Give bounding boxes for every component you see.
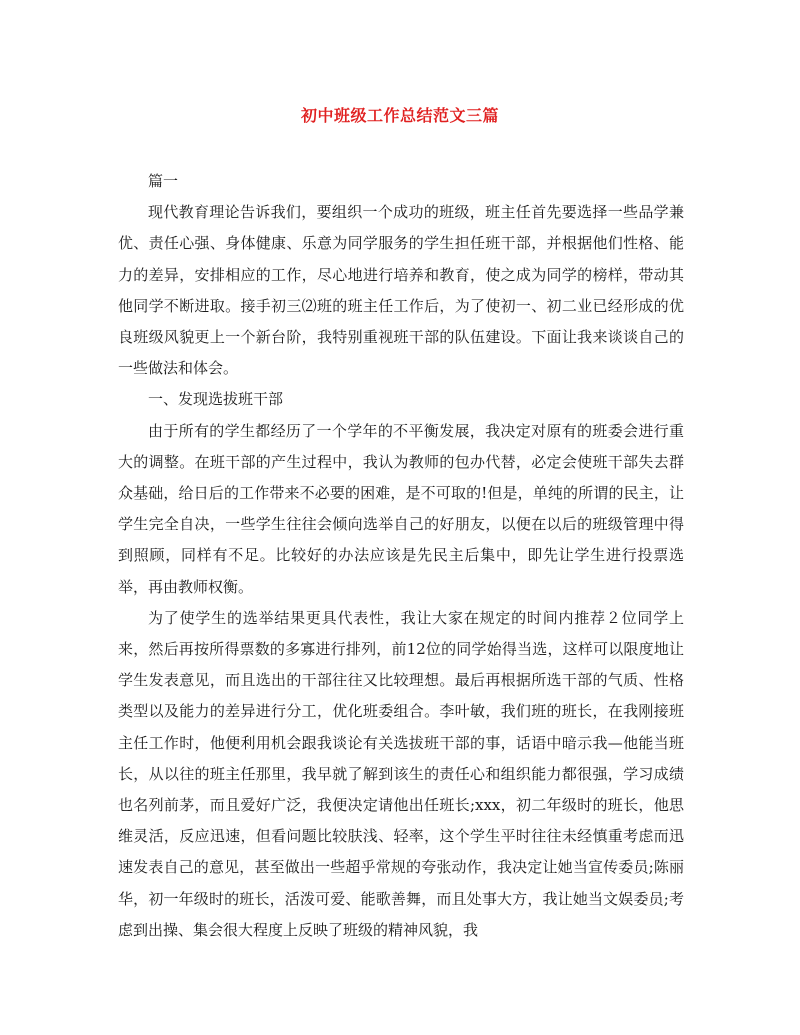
document-title: 初中班级工作总结范文三篇 (300, 106, 499, 125)
paragraph-intro: 现代教育理论告诉我们，要组织一个成功的班级，班主任首先要选择一些品学兼优、责任心强、身体健康、乐意为同学服务的学生担任班干部，并根据他们性格、能力的差异，安排相应的工作，尽心地进行培养和教育，使之成为同学的榜样，带动其他同学不断进取。接手初三⑵班的班主任工作后，为了使初一、初二业已经形成的优良班级风貌更上一个新台阶，我特别重视班干部的队伍建设。下面让我来谈谈自己的一些做法和体会。 (118, 203, 684, 378)
section-label: 篇一 (148, 172, 179, 190)
document-body (118, 166, 684, 946)
section-heading: 一、发现选拔班干部 (148, 390, 284, 409)
paragraph-election: 为了使学生的选举结果更具代表性，我让大家在规定的时间内推荐２位同学上来，然后再按所得票数的多寡进行排列，前12位的同学始得当选，这样可以限度地让学生发表意见，而且选出的干部往往又比较理想。最后再根据所选干部的气质、性格类型以及能力的差异进行分工，优化班委组合。李叶敏，我们班的班长，在我刚接班主任工作时，他便利用机会跟我谈论有关选拔班干部的事，话语中暗示我—他能当班长，从以往的班主任那里，我早就了解到该生的责任心和组织能力都很强，学习成绩也名列前茅，而且爱好广泛，我便决定请他出任班长;xxx，初二年级时的班长，他思维灵活，反应迅速，但看问题比较肤浅、轻率，这个学生平时往往未经慎重考虑而迅速发表自己的意见，甚至做出一些超乎常规的夸张动作，我决定让她当宣传委员;陈丽华，初一年级时的班长，活泼可爱、能歌善舞，而且处事大方，我让她当文娱委员;考虑到出操、集会很大程度上反映了班级的精神风貌，我 (118, 608, 684, 939)
paragraph-selection: 由于所有的学生都经历了一个学年的不平衡发展，我决定对原有的班委会进行重大的调整。在班干部的产生过程中，我认为教师的包办代替，必定会使班干部失去群众基础，给日后的工作带来不必要的困难，是不可取的!但是，单纯的所谓的民主，让学生完全自决，一些学生往往会倾向选举自己的好朋友，以便在以后的班级管理中得到照顾，同样有不足。比较好的办法应该是先民主后集中，即先让学生进行投票选举，再由教师权衡。 (118, 421, 684, 596)
